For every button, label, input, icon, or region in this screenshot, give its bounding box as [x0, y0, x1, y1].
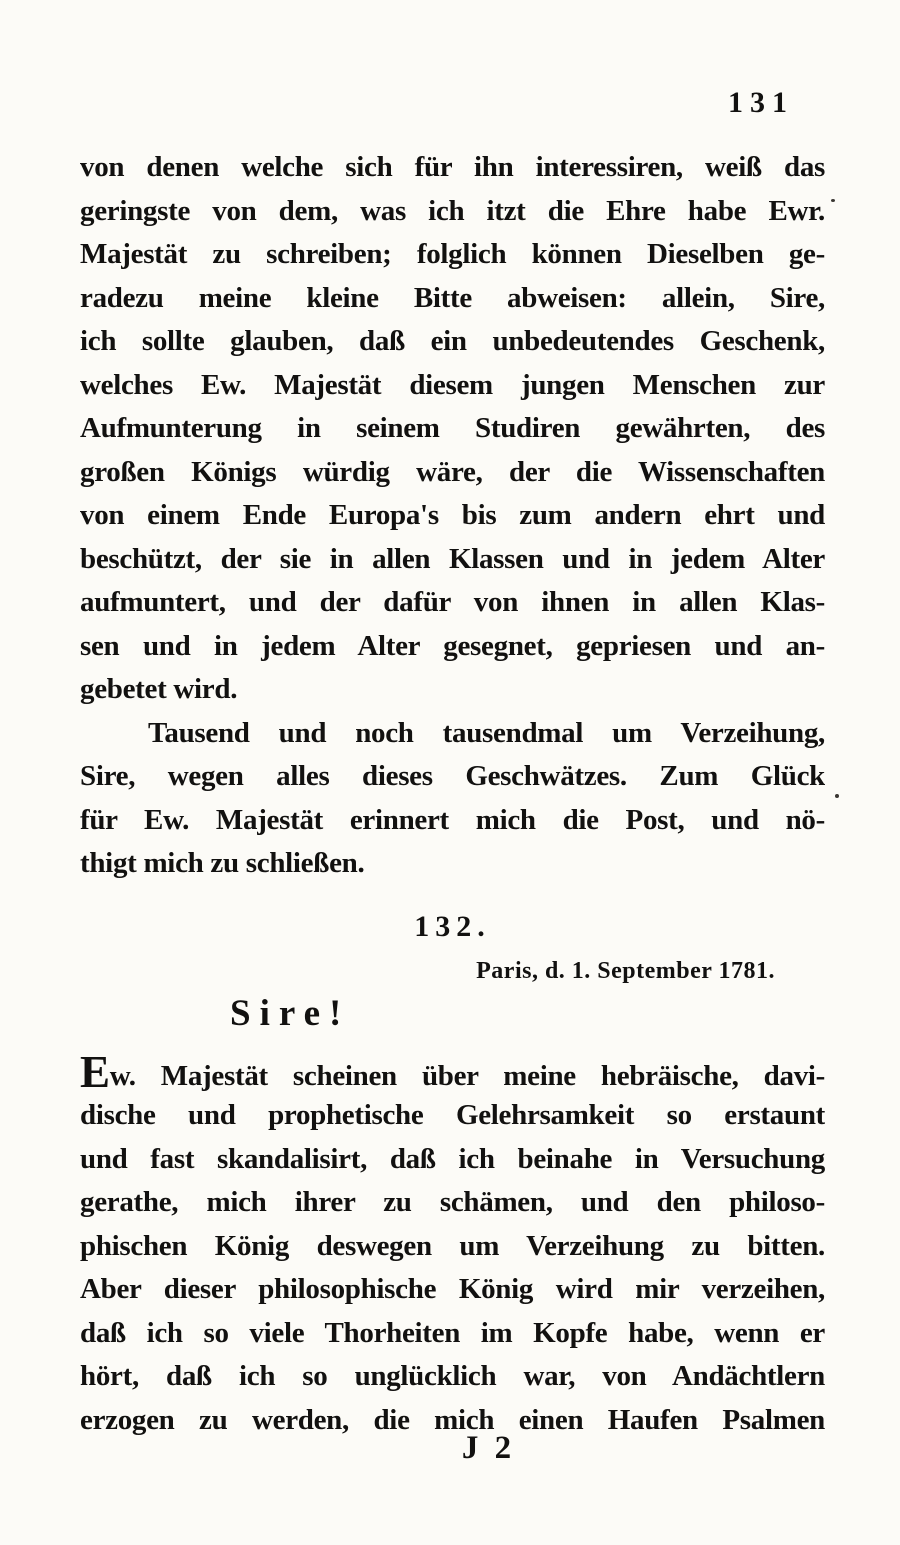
body-line: gerathe, mich ihrer zu schämen, und den philoso- — [80, 1186, 825, 1218]
body-line: dische und prophetische Gelehrsamkeit so erstaunt — [80, 1099, 825, 1131]
body-line: und fast skandalisirt, daß ich beinahe in Versuchung — [80, 1142, 825, 1175]
body-line: von denen welche sich für ihn interessiren, weiß das — [80, 151, 825, 183]
body-line: erzogen zu werden, die mich einen Haufen Psalmen — [80, 1403, 825, 1436]
opening-line-text: w. Majestät scheinen über meine hebräische, davi- — [109, 1060, 825, 1092]
body-line: Aber dieser philosophische König wird mir verzeihen, — [80, 1273, 825, 1305]
body-line: beschützt, der sie in allen Klassen und in jedem Alter — [80, 542, 825, 575]
body-line: daß ich so viele Thorheiten im Kopfe habe, wenn er — [80, 1316, 825, 1349]
body-line: Tausend und noch tausendmal um Verzeihung, — [148, 716, 825, 749]
letter-dateline: Paris, d. 1. September 1781. — [476, 958, 775, 984]
section-number: 132. — [414, 910, 491, 943]
letter-salutation: Sire! — [230, 993, 351, 1034]
letter-132-opening-line — [80, 1051, 825, 1099]
body-line: thigt mich zu schließen. — [80, 847, 365, 879]
signature-mark: J 2 — [461, 1430, 516, 1466]
body-line: Sire, wegen alles dieses Geschwätzes. Zum Glück — [80, 760, 825, 792]
body-line: ich sollte glauben, daß ein unbedeutendes Geschenk, — [80, 325, 825, 357]
body-line: Majestät zu schreiben; folglich können Dieselben ge- — [80, 238, 825, 270]
body-line: für Ew. Majestät erinnert mich die Post, und nö- — [80, 803, 825, 836]
body-line: hört, daß ich so unglücklich war, von Andächtlern — [80, 1360, 825, 1392]
body-line: radezu meine kleine Bitte abweisen: allein, Sire, — [80, 281, 825, 314]
body-line: aufmuntert, und der dafür von ihnen in allen Klas- — [80, 586, 825, 618]
body-line: von einem Ende Europa's bis zum andern ehrt und — [80, 499, 825, 531]
body-line: gebetet wird. — [80, 673, 238, 705]
page-number: 131 — [728, 86, 794, 119]
drop-cap-initial: E — [80, 1051, 110, 1097]
ink-speck — [835, 794, 839, 798]
letter-132-body — [80, 1094, 825, 1442]
ink-speck — [831, 199, 835, 202]
body-line: phischen König deswegen um Verzeihung zu bitten. — [80, 1229, 825, 1262]
body-line: welches Ew. Majestät diesem jungen Menschen zur — [80, 368, 825, 401]
letter-131-body — [80, 146, 825, 886]
body-line: sen und in jedem Alter gesegnet, gepriesen und an- — [80, 629, 825, 662]
body-line: großen Königs würdig wäre, der die Wissenschaften — [80, 455, 825, 488]
body-line: Aufmunterung in seinem Studiren gewährten, des — [80, 412, 825, 444]
body-line: geringste von dem, was ich itzt die Ehre habe Ewr. — [80, 194, 825, 227]
